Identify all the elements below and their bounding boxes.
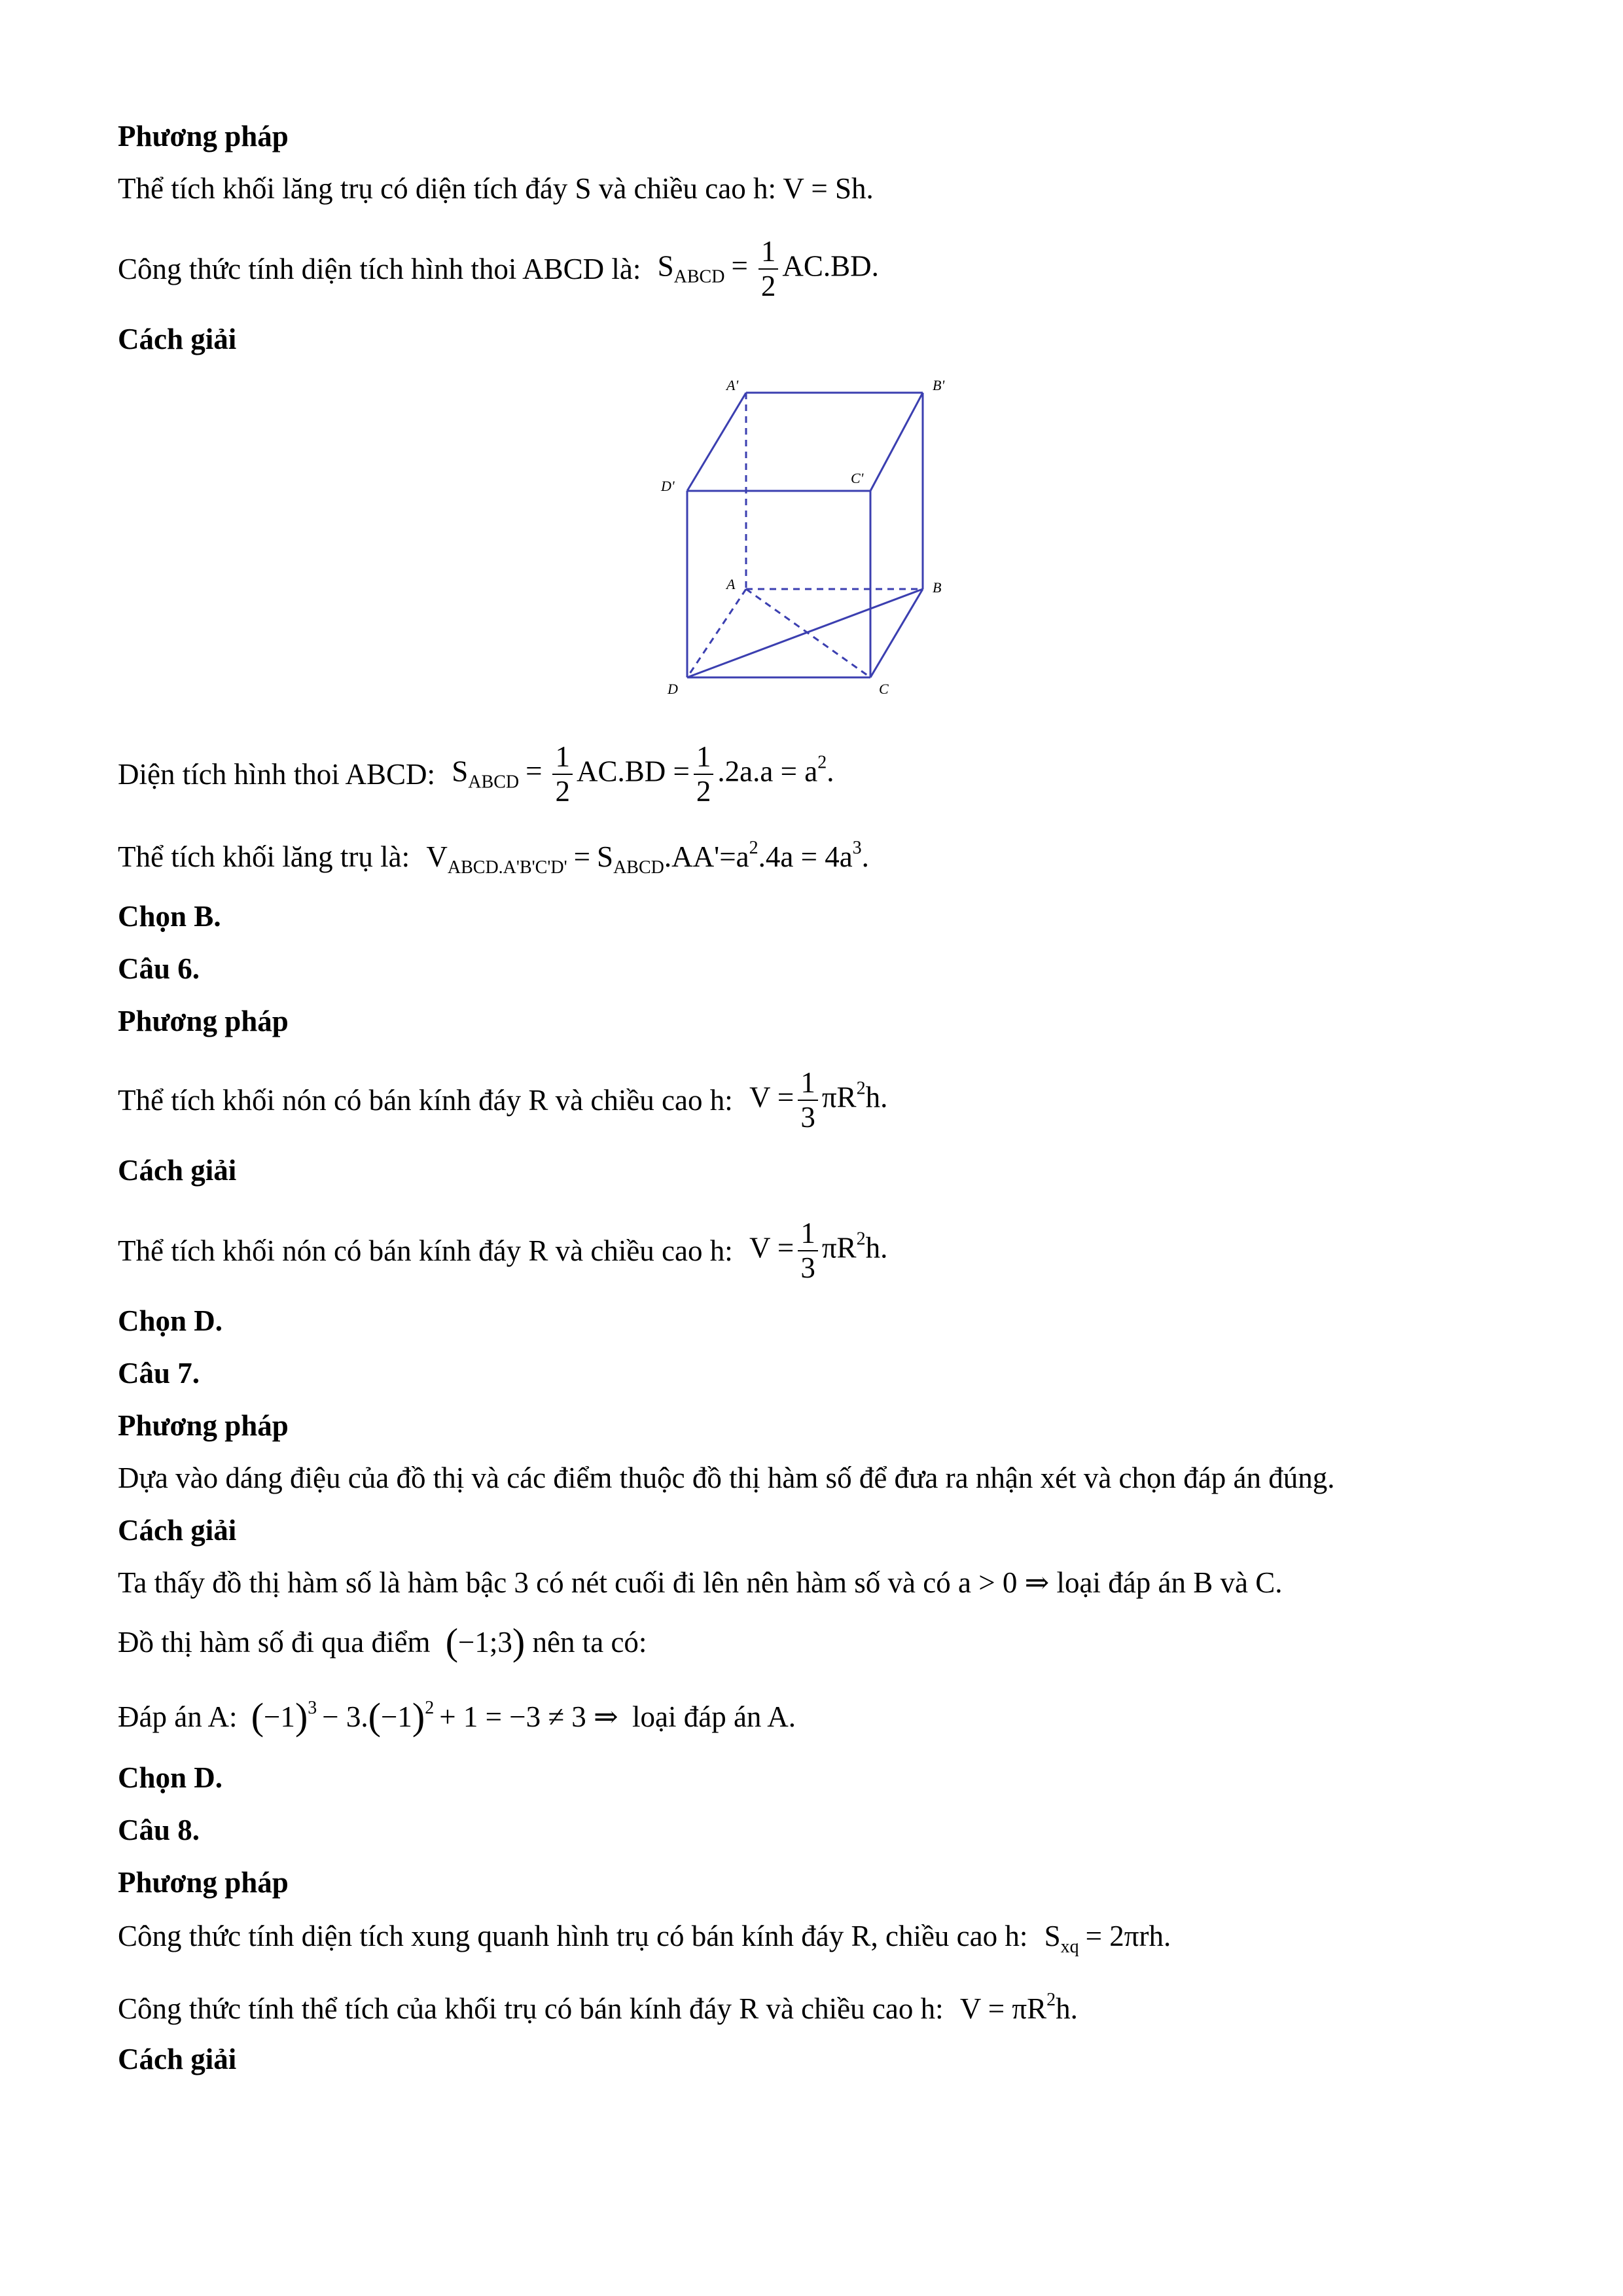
exponent: 2 xyxy=(817,752,827,773)
numerator: 1 xyxy=(760,235,776,268)
solution-line: Ta thấy đồ thị hàm số là hàm bậc 3 có nét cuối đi lên nên hàm số và có a > 0 ⇒ loại đáp án B và C. xyxy=(118,1566,1283,1599)
denominator: 2 xyxy=(694,774,714,806)
rest: AC.BD. xyxy=(782,249,879,283)
formula xyxy=(251,1695,618,1738)
end: h. xyxy=(865,1231,888,1265)
subscript: ABCD.A'B'C'D' xyxy=(447,857,567,878)
paren: ) xyxy=(512,1621,526,1663)
cylinder-volume-line xyxy=(118,1991,1078,2024)
method-text: Dựa vào dáng điệu của đồ thị và các điểm thuộc đồ thị hàm số để đưa ra nhận xét và chọn đáp án đúng. xyxy=(118,1462,1335,1494)
lhs: V = xyxy=(749,1081,794,1114)
subscript: ABCD xyxy=(673,266,725,287)
method-heading: Phương pháp xyxy=(118,120,289,152)
fraction xyxy=(798,1219,818,1283)
solution-heading: Cách giải xyxy=(118,1514,237,1547)
answer: Chọn D. xyxy=(118,1761,223,1794)
exponent: 2 xyxy=(749,838,758,858)
label-b: B xyxy=(933,579,942,596)
numerator: 1 xyxy=(696,740,711,773)
term: −1 xyxy=(264,1700,295,1733)
answer: Chọn D. xyxy=(118,1304,223,1337)
question-title: Câu 6. xyxy=(118,952,200,985)
label-d: D xyxy=(668,681,678,697)
fraction xyxy=(552,742,573,806)
numerator: 1 xyxy=(800,1066,815,1099)
text: Thể tích khối nón có bán kính đáy R và chiều cao h: xyxy=(118,1083,733,1117)
text: Công thức tính thể tích của khối trụ có bán kính đáy R và chiều cao h: xyxy=(118,1992,944,2025)
rest: .4a = 4a xyxy=(758,840,853,873)
term: −1 xyxy=(380,1700,412,1733)
fraction xyxy=(694,742,714,806)
subscript: ABCD xyxy=(613,857,664,878)
lhs: V = πR xyxy=(959,1992,1047,2025)
label-c: C xyxy=(879,681,889,697)
cylinder-area-line xyxy=(118,1922,1171,1956)
exponent: 2 xyxy=(856,1229,866,1249)
formula xyxy=(960,1992,1078,2025)
text: Công thức tính diện tích xung quanh hình trụ có bán kính đáy R, chiều cao h: xyxy=(118,1920,1028,1952)
text: Đáp án A: xyxy=(118,1700,238,1733)
denominator: 3 xyxy=(798,1250,818,1283)
subscript: xq xyxy=(1060,1937,1079,1957)
text: nên ta có: xyxy=(532,1626,647,1659)
formula xyxy=(426,838,869,878)
op: = xyxy=(731,249,748,283)
formula xyxy=(452,742,834,806)
numerator: 1 xyxy=(800,1217,815,1249)
end: h. xyxy=(1056,1992,1078,2025)
rest: .2a.a = a xyxy=(717,755,818,788)
text: Thể tích khối nón có bán kính đáy R và chiều cao h: xyxy=(118,1234,733,1267)
exponent: 3 xyxy=(852,838,862,858)
label-a: A xyxy=(726,576,736,592)
cone-volume-line xyxy=(118,1068,887,1132)
denominator: 2 xyxy=(552,774,573,806)
rest: .AA'=a xyxy=(664,840,749,873)
sym: S xyxy=(597,840,614,873)
prism-hidden-edges xyxy=(687,393,923,677)
text: Đồ thị hàm số đi qua điểm xyxy=(118,1626,431,1659)
solution-line xyxy=(118,1623,647,1661)
end: . xyxy=(861,840,869,873)
formula xyxy=(749,1219,887,1283)
method-heading: Phương pháp xyxy=(118,1005,289,1037)
paren: ) xyxy=(412,1695,425,1738)
exponent: 2 xyxy=(856,1078,866,1099)
op: = xyxy=(526,755,543,788)
fraction xyxy=(798,1068,818,1132)
solution-heading: Cách giải xyxy=(118,2043,237,2075)
numerator: 1 xyxy=(555,740,570,773)
end: . xyxy=(827,755,834,788)
sym: V xyxy=(426,840,448,873)
label-a-prime: A' xyxy=(726,377,739,393)
cone-volume-line xyxy=(118,1219,887,1283)
denominator: 2 xyxy=(758,268,779,301)
text: Thể tích khối lăng trụ là: xyxy=(118,840,410,873)
prism-figure xyxy=(628,373,969,700)
method-heading: Phương pháp xyxy=(118,1409,289,1442)
point xyxy=(445,1621,526,1663)
sym: S xyxy=(1044,1920,1061,1952)
rest: πR xyxy=(821,1231,857,1265)
point-value: −1;3 xyxy=(458,1626,512,1659)
exponent: 2 xyxy=(425,1698,435,1718)
subscript: ABCD xyxy=(468,772,520,793)
end: h. xyxy=(865,1081,888,1114)
solution-heading: Cách giải xyxy=(118,1154,237,1187)
paren: ) xyxy=(294,1695,308,1738)
lhs: V = xyxy=(749,1231,794,1265)
volume-line xyxy=(118,839,869,877)
formula xyxy=(1044,1920,1171,1957)
exponent: 3 xyxy=(308,1698,317,1718)
label-d-prime: D' xyxy=(661,478,675,494)
mid: − 3. xyxy=(322,1700,368,1733)
answer: Chọn B. xyxy=(118,900,221,933)
paren: ( xyxy=(368,1695,381,1738)
text: Công thức tính diện tích hình thoi ABCD là: xyxy=(118,252,641,285)
method-text: Thể tích khối lăng trụ có diện tích đáy S và chiều cao h: V = Sh. xyxy=(118,172,874,205)
text: loại đáp án A. xyxy=(632,1700,796,1733)
mid: AC.BD = xyxy=(576,755,690,788)
denominator: 3 xyxy=(798,1100,818,1132)
fraction xyxy=(758,237,779,301)
rest: + 1 = −3 ≠ 3 ⇒ xyxy=(439,1700,618,1733)
question-title: Câu 8. xyxy=(118,1814,200,1846)
label-c-prime: C' xyxy=(851,470,864,486)
formula xyxy=(658,237,879,301)
label-b-prime: B' xyxy=(933,377,945,393)
question-title: Câu 7. xyxy=(118,1357,200,1390)
sym: S xyxy=(452,755,469,788)
prism-solid-edges xyxy=(687,393,923,677)
rest: = 2πrh. xyxy=(1085,1920,1171,1952)
area-line xyxy=(118,742,834,806)
rhombus-area-formula-line xyxy=(118,237,879,301)
exponent: 2 xyxy=(1046,1990,1056,2010)
solution-heading: Cách giải xyxy=(118,323,237,355)
solution-line xyxy=(118,1695,796,1738)
paren: ( xyxy=(445,1621,459,1663)
sym: S xyxy=(657,249,674,283)
method-heading: Phương pháp xyxy=(118,1866,289,1899)
text: Diện tích hình thoi ABCD: xyxy=(118,757,436,791)
paren: ( xyxy=(251,1695,264,1738)
op: = xyxy=(573,840,591,873)
formula xyxy=(749,1068,887,1132)
rest: πR xyxy=(821,1081,857,1114)
